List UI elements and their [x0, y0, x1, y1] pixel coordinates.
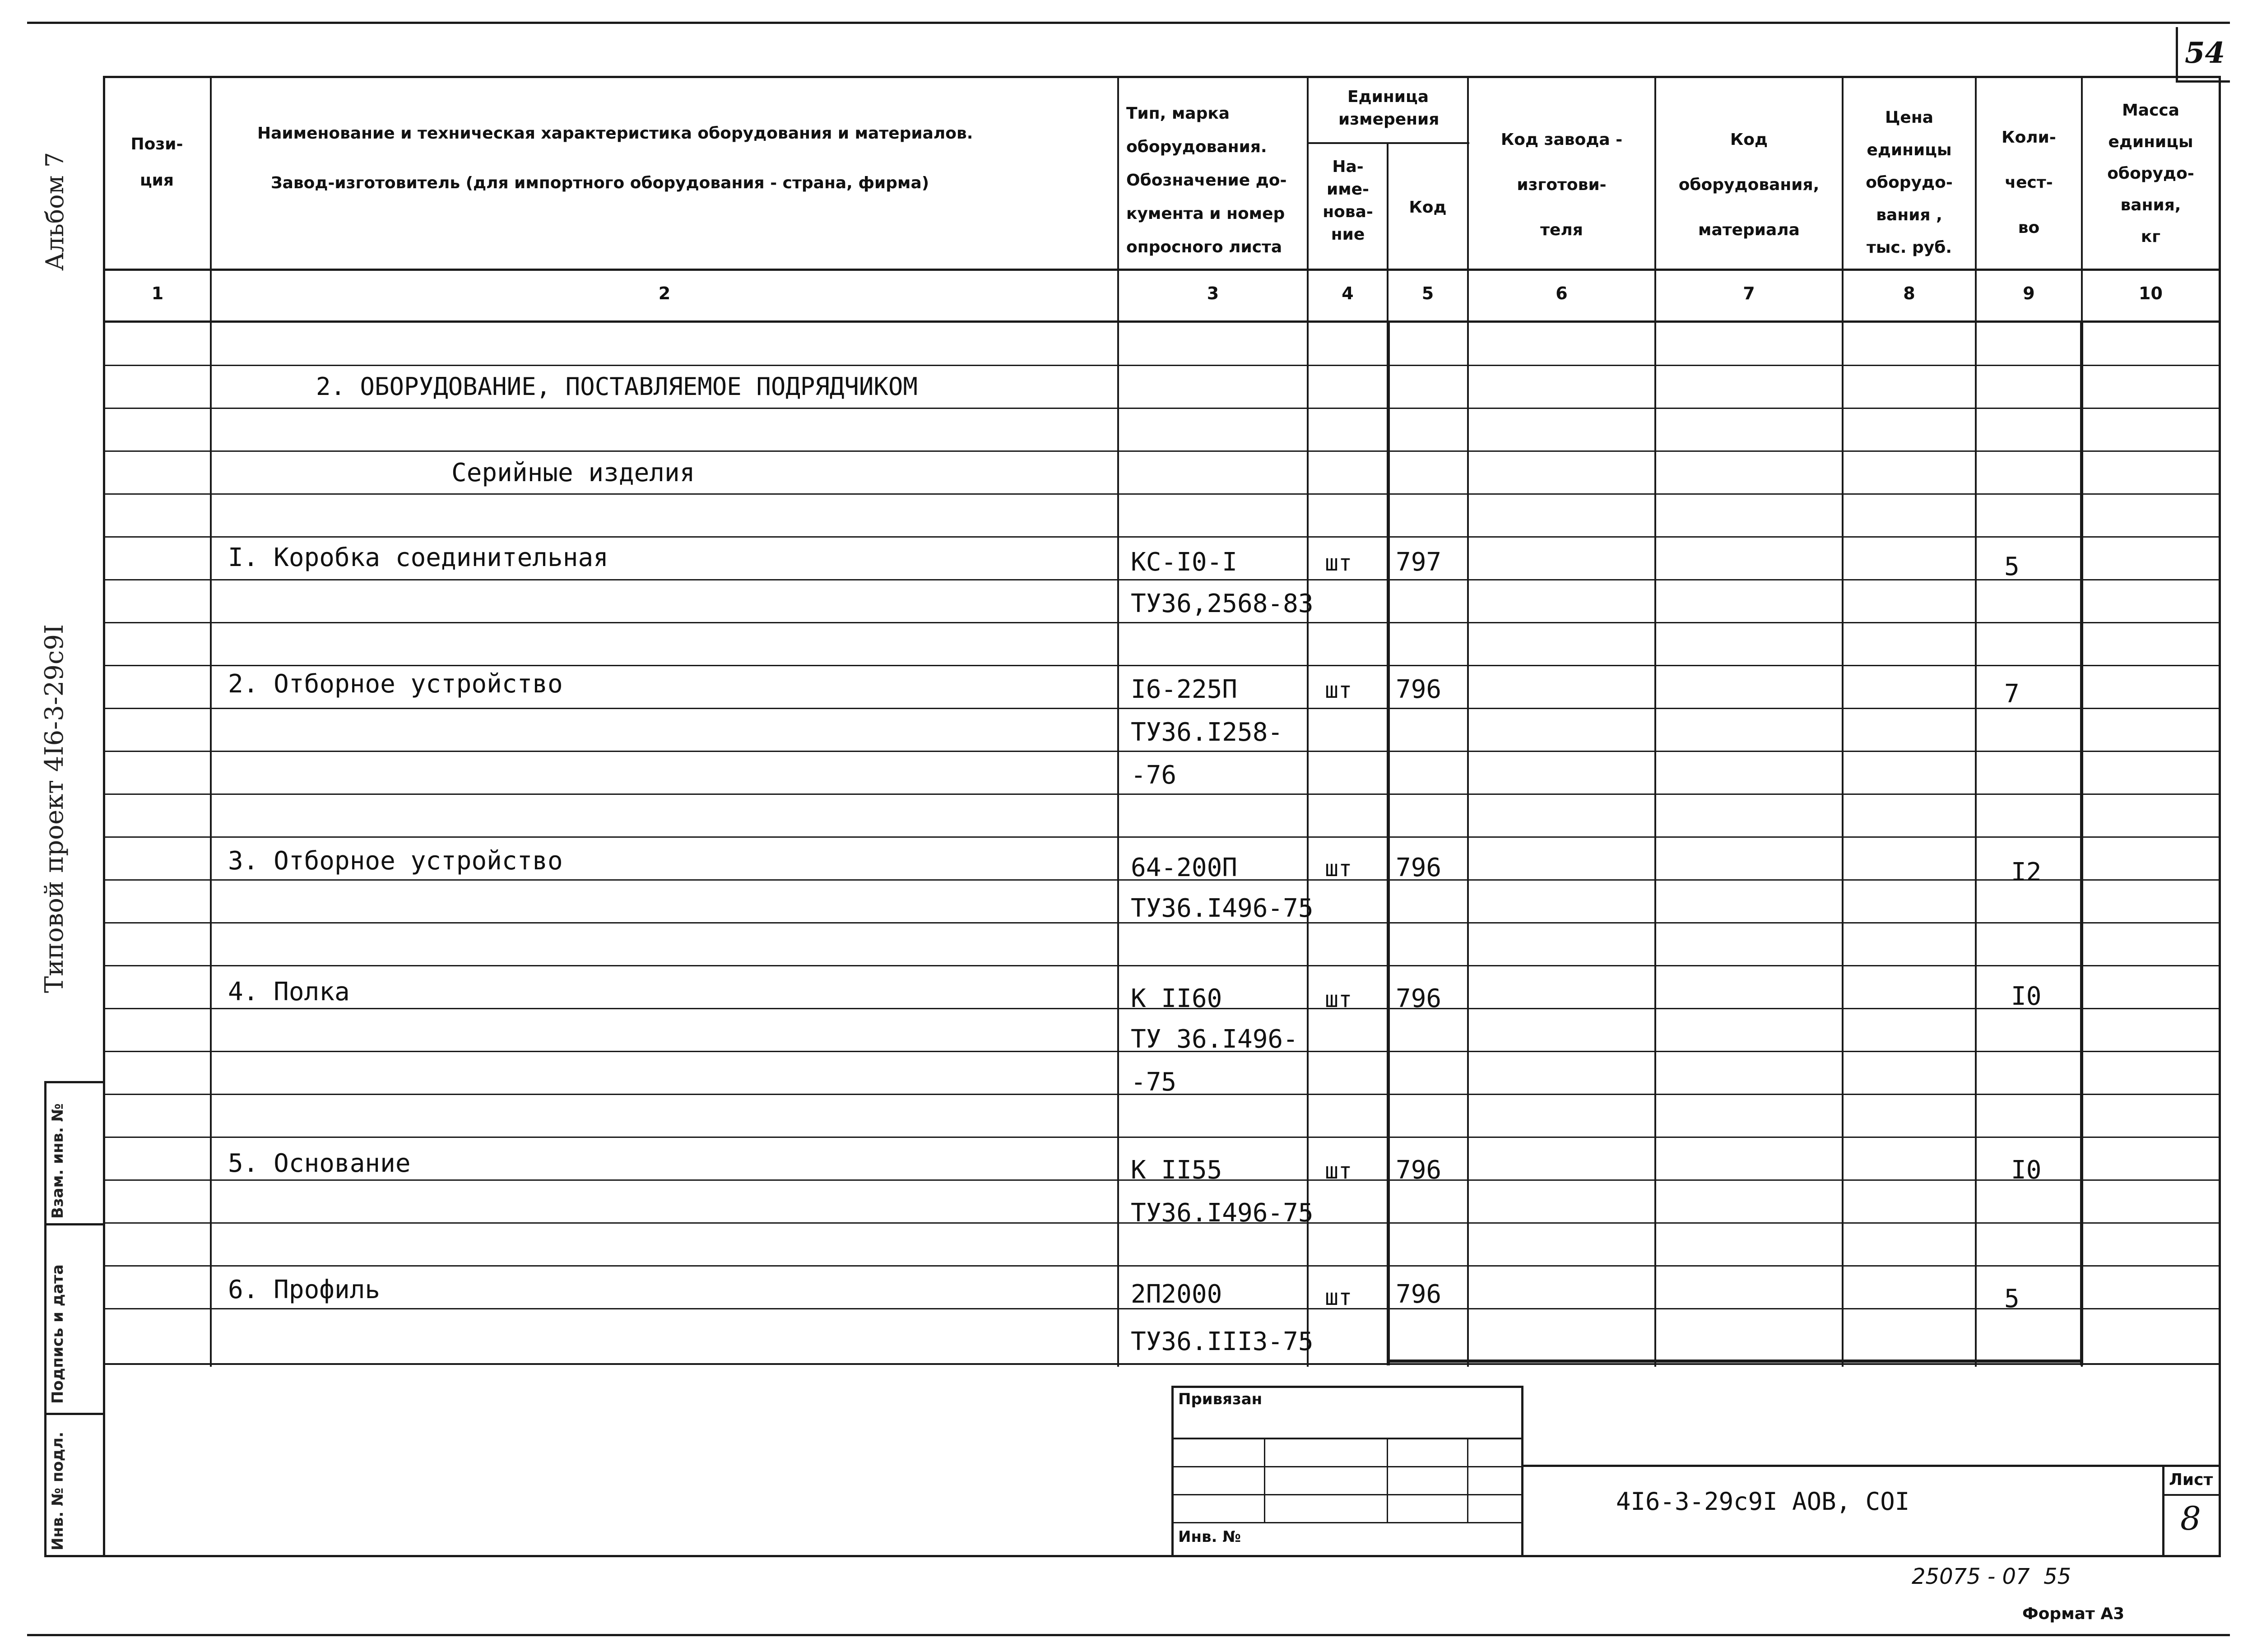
item-name: 5. Основание [228, 1149, 411, 1178]
col-line-1 [210, 76, 212, 1367]
item-type: К II55 [1131, 1155, 1222, 1185]
item-type: К II60 [1131, 984, 1222, 1013]
format-label: Формат А3 [2022, 1605, 2125, 1623]
column-number: 9 [2023, 283, 2035, 303]
header-bottom-line [103, 269, 2221, 271]
header-col4: На- име- нова- ние [1323, 158, 1373, 244]
col-line-6 [1654, 76, 1656, 1367]
item-unit: шт [1325, 855, 1352, 882]
table-bottom-border [103, 1555, 2221, 1557]
item-type: КС-I0-I [1131, 548, 1238, 577]
thick-col-5 [1387, 320, 1390, 1365]
privyazan-label: Привязан [1178, 1390, 1263, 1408]
body-thick-bottom [1387, 1360, 2083, 1363]
row-line [103, 794, 2221, 795]
col-line-2 [1117, 76, 1119, 1367]
column-number: 4 [1342, 283, 1354, 303]
table-top-border [103, 76, 2221, 78]
item-type: I6-225П [1131, 675, 1238, 704]
column-number: 2 [658, 283, 671, 303]
page-number-box-left [2176, 27, 2178, 81]
item-unit: шт [1325, 550, 1352, 576]
row-line [103, 493, 2221, 495]
privyazan-right [1521, 1386, 1523, 1556]
column-number: 1 [151, 283, 164, 303]
item-qty: I0 [2011, 982, 2042, 1011]
item-code: 796 [1396, 675, 1442, 704]
item-qty: 5 [2004, 1284, 2020, 1313]
item-type: 64-200П [1131, 853, 1238, 882]
left-stamp-top [44, 1081, 105, 1083]
item-name: 6. Профиль [228, 1275, 381, 1304]
stamp-label-inv: Инв. № подл. [49, 1431, 67, 1550]
item-name: I. Коробка соединительная [228, 543, 608, 572]
archive-number: 25075 - 07 55 [1912, 1564, 2071, 1589]
stamp-label-replace: Взам. инв. № [49, 1103, 67, 1219]
col-line-8 [1975, 76, 1977, 1367]
item-name: 4. Полка [228, 977, 350, 1007]
sheet-box-left [2162, 1465, 2164, 1557]
page-number: 54 [2185, 36, 2225, 70]
row-line [103, 965, 2221, 966]
item-type-doc: ТУ36.I496-75 [1131, 1198, 1314, 1228]
header-col3: Тип, марка оборудования. Обозначение до- кумента и номер опросного листа [1126, 104, 1287, 256]
item-type-doc: ТУ36.I496-75 [1131, 894, 1314, 923]
left-stamp-bottom [44, 1555, 105, 1557]
item-type: 2П2000 [1131, 1280, 1222, 1309]
project-label: Типовой проект 4I6-3-29c9I [40, 624, 69, 993]
header-col1: Пози-ция [130, 135, 183, 190]
album-label: Альбом 7 [41, 152, 69, 271]
item-unit: шт [1325, 1284, 1352, 1310]
privyazan-line4 [1171, 1522, 1523, 1523]
privyazan-col1 [1264, 1438, 1265, 1523]
row-line [103, 408, 2221, 409]
privyazan-line3 [1171, 1494, 1523, 1495]
subsection-title: Серийные изделия [451, 458, 695, 487]
row-line [103, 622, 2221, 623]
header-col7: Код оборудования, материала [1678, 130, 1820, 239]
left-stamp-div1 [44, 1223, 105, 1225]
stamp-label-signature: Подпись и дата [49, 1264, 67, 1404]
item-name: 2. Отборное устройство [228, 669, 563, 699]
row-line [103, 450, 2221, 452]
item-code: 796 [1396, 1280, 1442, 1309]
privyazan-left [1171, 1386, 1174, 1556]
header-col8: Цена единицы оборудо- вания , тыс. руб. [1866, 108, 1953, 257]
item-qty: I2 [2011, 858, 2042, 887]
header-unit-group: Единица измерения [1338, 88, 1440, 129]
header-col10: Масса единицы оборудо- вания, кг [2107, 101, 2194, 246]
inv-no-label: Инв. № [1178, 1528, 1241, 1546]
document-code: 4I6-3-29c9I АОВ, СОI [1616, 1487, 1910, 1516]
row-line [103, 365, 2221, 366]
thick-col-10 [2080, 320, 2083, 1365]
header-col6: Код завода - изготови- теля [1500, 130, 1623, 239]
column-number: 10 [2139, 283, 2163, 303]
row-line [103, 751, 2221, 752]
item-qty: 7 [2004, 679, 2020, 709]
item-type-doc: ТУ36,2568-83 [1131, 589, 1314, 618]
row-line [103, 1265, 2221, 1267]
row-line [103, 579, 2221, 580]
row-line [103, 1137, 2221, 1138]
privyazan-line1 [1171, 1438, 1523, 1439]
colnum-bottom-line [103, 320, 2221, 323]
bottom-border-line [27, 1634, 2230, 1636]
section-title: 2. ОБОРУДОВАНИЕ, ПОСТАВЛЯЕМОЕ ПОДРЯДЧИКОМ [316, 372, 918, 401]
header-col2-line1: Наименование и техническая характеристика оборудования и материалов. [257, 124, 973, 143]
row-line [103, 708, 2221, 709]
row-line [103, 665, 2221, 666]
table-right-border [2219, 76, 2221, 1557]
page-number-box-bottom [2176, 80, 2230, 83]
col-line-3 [1307, 76, 1309, 1367]
item-type-doc: ТУ36.III3-75 [1131, 1327, 1314, 1356]
item-name: 3. Отборное устройство [228, 846, 563, 876]
item-type-doc: ТУ 36.I496- [1131, 1025, 1298, 1054]
body-end-line [103, 1363, 2221, 1365]
item-code: 796 [1396, 853, 1442, 882]
column-number: 8 [1903, 283, 1915, 303]
privyazan-top [1171, 1386, 1523, 1388]
privyazan-col2 [1387, 1438, 1388, 1523]
header-col5: Код [1409, 198, 1447, 217]
item-code: 796 [1396, 984, 1442, 1013]
row-line [103, 836, 2221, 838]
column-number: 7 [1743, 283, 1755, 303]
left-stamp-outer [44, 1081, 46, 1557]
item-unit: шт [1325, 1158, 1352, 1184]
column-number: 3 [1207, 283, 1219, 303]
item-qty: I0 [2011, 1155, 2042, 1185]
column-number: 6 [1556, 283, 1568, 303]
item-qty: 5 [2004, 552, 2020, 581]
item-type-doc: ТУ36.I258- [1131, 718, 1283, 747]
header-col9: Коли- чест- во [2002, 128, 2056, 237]
item-type-doc: -76 [1131, 761, 1177, 790]
header-col2-line2: Завод-изготовитель (для импортного оборудования - страна, фирма) [271, 174, 929, 192]
sheet-number: 8 [2180, 1499, 2201, 1537]
item-unit: шт [1325, 677, 1352, 703]
sheet-label: Лист [2169, 1471, 2213, 1489]
title-block-top [1521, 1465, 2221, 1467]
left-stamp-div2 [44, 1413, 105, 1415]
sheet-box-divider [2162, 1494, 2221, 1496]
top-border-line [27, 22, 2230, 24]
column-number: 5 [1421, 283, 1434, 303]
row-line [103, 536, 2221, 538]
item-type-doc: -75 [1131, 1067, 1177, 1097]
privyazan-col3 [1467, 1438, 1468, 1523]
privyazan-line2 [1171, 1466, 1523, 1467]
item-unit: шт [1325, 986, 1352, 1012]
col-line-5 [1467, 76, 1469, 1367]
col-line-7 [1842, 76, 1844, 1367]
item-code: 796 [1396, 1155, 1442, 1185]
item-code: 797 [1396, 548, 1442, 577]
